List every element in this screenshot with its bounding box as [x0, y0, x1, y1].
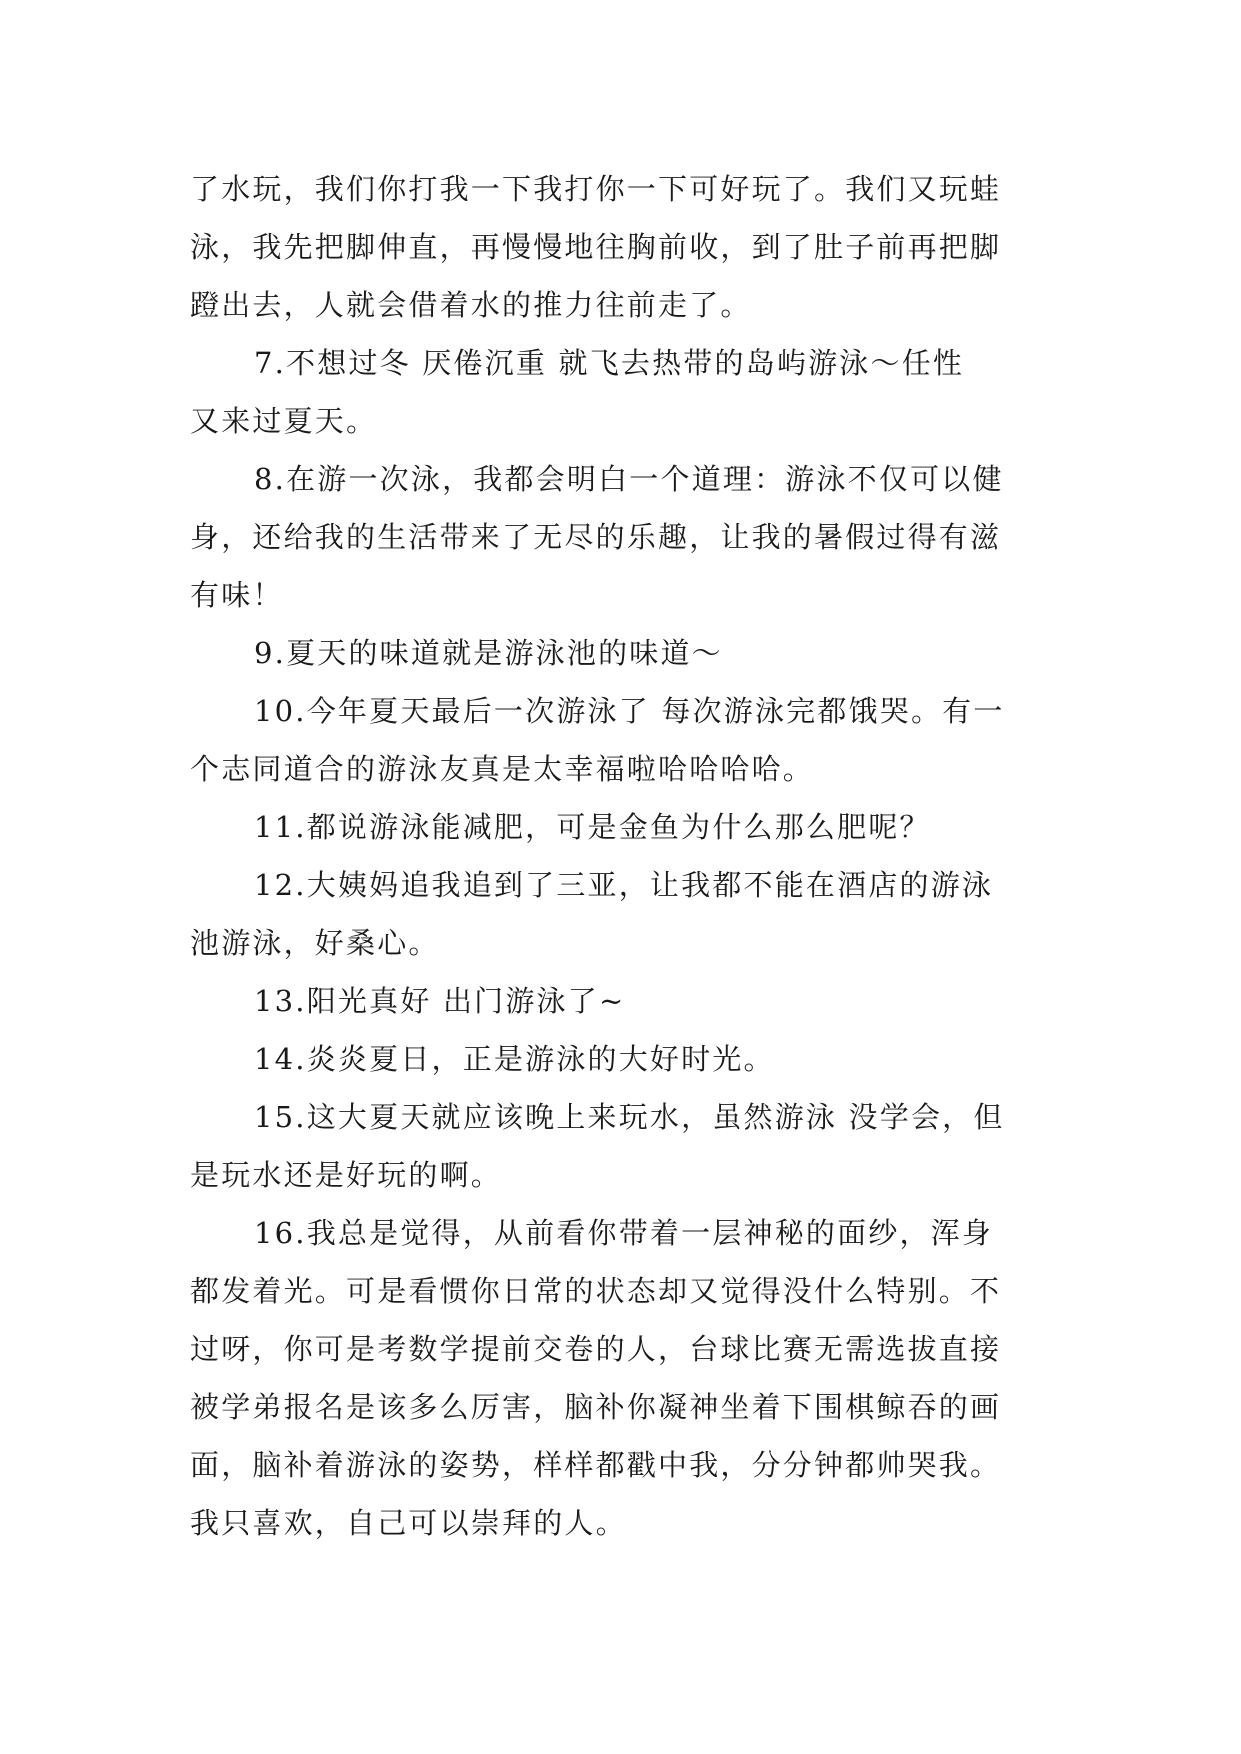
text-line: 16.我总是觉得，从前看你带着一层神秘的面纱，浑身: [254, 1216, 994, 1250]
text-line: 都发着光。可是看惯你日常的状态却又觉得没什么特别。不: [190, 1274, 1002, 1308]
text-line: 11.都说游泳能减肥，可是金鱼为什么那么肥呢？: [254, 810, 931, 844]
text-line: 8.在游一次泳，我都会明白一个道理：游泳不仅可以健: [254, 462, 1004, 496]
text-line: 有味！: [190, 578, 284, 612]
text-line: 13.阳光真好 出门游泳了~: [254, 984, 626, 1018]
text-line: 15.这大夏天就应该晚上来玩水，虽然游泳 没学会，但: [254, 1100, 1005, 1134]
text-line: 个志同道合的游泳友真是太幸福啦哈哈哈哈。: [190, 752, 815, 786]
text-line: 我只喜欢，自己可以崇拜的人。: [190, 1506, 627, 1540]
text-line: 是玩水还是好玩的啊。: [190, 1158, 503, 1192]
paragraph-item-11: [190, 798, 1058, 856]
text-line: 14.炎炎夏日，正是游泳的大好时光。: [254, 1042, 775, 1076]
text-line: 面，脑补着游泳的姿势，样样都戳中我，分分钟都帅哭我。: [190, 1448, 1002, 1482]
text-line: 了水玩，我们你打我一下我打你一下可好玩了。我们又玩蛙: [190, 172, 1002, 206]
paragraph-item-15: [190, 1088, 1058, 1204]
text-line: 10.今年夏天最后一次游泳了 每次游泳完都饿哭。有一: [254, 694, 1005, 728]
paragraph-item-10: [190, 682, 1058, 798]
document-body: [190, 160, 1058, 1552]
text-line: 蹬出去，人就会借着水的推力往前走了。: [190, 288, 752, 322]
text-line: 9.夏天的味道就是游泳池的味道～: [254, 636, 723, 670]
paragraph-item-9: [190, 624, 1058, 682]
text-line: 身，还给我的生活带来了无尽的乐趣，让我的暑假过得有滋: [190, 520, 1002, 554]
text-line: 7.不想过冬 厌倦沉重 就飞去热带的岛屿游泳～任性: [254, 346, 965, 380]
text-line: 被学弟报名是该多么厉害，脑补你凝神坐着下围棋鲸吞的画: [190, 1390, 1002, 1424]
text-line: 泳，我先把脚伸直，再慢慢地往胸前收，到了肚子前再把脚: [190, 230, 1002, 264]
text-line: 12.大姨妈追我追到了三亚，让我都不能在酒店的游泳: [254, 868, 994, 902]
text-line: 池游泳，好桑心。: [190, 926, 440, 960]
paragraph-item-7: [190, 334, 1058, 450]
paragraph-item-14: [190, 1030, 1058, 1088]
paragraph-continuation: [190, 160, 1058, 334]
text-line: 又来过夏天。: [190, 404, 378, 438]
text-line: 过呀，你可是考数学提前交卷的人，台球比赛无需选拔直接: [190, 1332, 1002, 1366]
paragraph-item-8: [190, 450, 1058, 624]
paragraph-item-13: [190, 972, 1058, 1030]
paragraph-item-16: [190, 1204, 1058, 1552]
paragraph-item-12: [190, 856, 1058, 972]
